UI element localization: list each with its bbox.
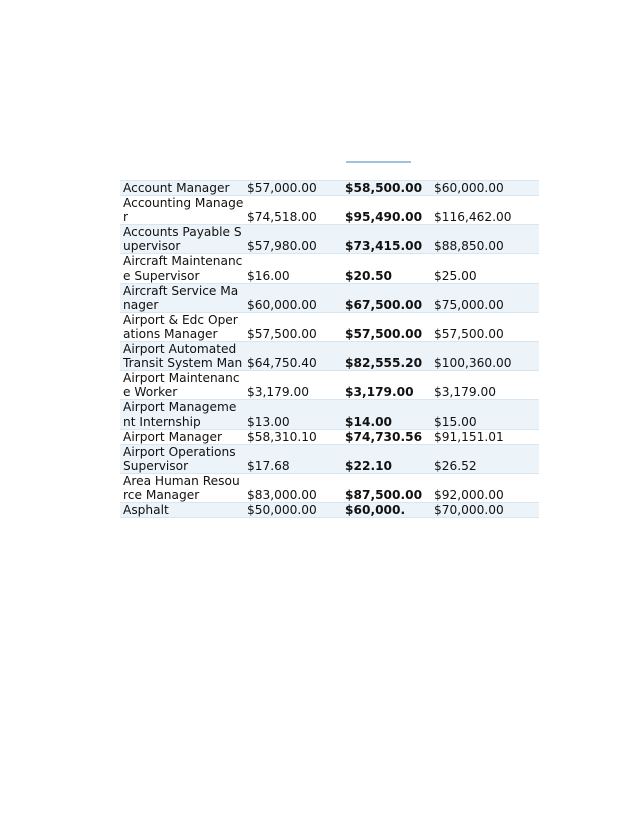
- high-salary-cell: $92,000.00: [431, 473, 539, 502]
- high-salary-cell: $26.52: [431, 444, 539, 473]
- low-salary-cell: $17.68: [244, 444, 342, 473]
- table-row: [120, 444, 539, 473]
- salary-table: [120, 180, 539, 518]
- low-salary-cell: $3,179.00: [244, 371, 342, 400]
- mid-salary-cell: $58,500.00: [342, 181, 431, 196]
- job-title-cell: Asphalt: [120, 503, 244, 518]
- salary-table-body: [120, 181, 539, 518]
- mid-salary-cell: $57,500.00: [342, 312, 431, 341]
- mid-salary-cell: $87,500.00: [342, 473, 431, 502]
- low-salary-cell: $57,500.00: [244, 312, 342, 341]
- high-salary-cell: $25.00: [431, 254, 539, 283]
- high-salary-cell: $88,850.00: [431, 225, 539, 254]
- mid-salary-cell: $20.50: [342, 254, 431, 283]
- low-salary-cell: $58,310.10: [244, 429, 342, 444]
- table-row: [120, 342, 539, 371]
- mid-salary-cell: $74,730.56: [342, 429, 431, 444]
- high-salary-cell: $57,500.00: [431, 312, 539, 341]
- low-salary-cell: $60,000.00: [244, 283, 342, 312]
- mid-salary-cell: $95,490.00: [342, 196, 431, 225]
- mid-salary-cell: $73,415.00: [342, 225, 431, 254]
- header-rule: [346, 161, 411, 163]
- low-salary-cell: $83,000.00: [244, 473, 342, 502]
- low-salary-cell: $57,000.00: [244, 181, 342, 196]
- low-salary-cell: $57,980.00: [244, 225, 342, 254]
- low-salary-cell: $13.00: [244, 400, 342, 429]
- high-salary-cell: $15.00: [431, 400, 539, 429]
- table-row: [120, 312, 539, 341]
- job-title-cell: Airport Manager: [120, 429, 244, 444]
- high-salary-cell: $91,151.01: [431, 429, 539, 444]
- job-title-cell: Airport Management Internship: [120, 400, 244, 429]
- job-title-cell: Area Human Resource Manager: [120, 473, 244, 502]
- job-title-cell: Accounting Manager: [120, 196, 244, 225]
- table-row: [120, 503, 539, 518]
- high-salary-cell: $60,000.00: [431, 181, 539, 196]
- mid-salary-cell: $3,179.00: [342, 371, 431, 400]
- job-title-cell: Airport Maintenance Worker: [120, 371, 244, 400]
- job-title-cell: Airport Operations Supervisor: [120, 444, 244, 473]
- mid-salary-cell: $67,500.00: [342, 283, 431, 312]
- low-salary-cell: $50,000.00: [244, 503, 342, 518]
- table-row: [120, 283, 539, 312]
- mid-salary-cell: $60,000.: [342, 503, 431, 518]
- high-salary-cell: $3,179.00: [431, 371, 539, 400]
- table-row: [120, 225, 539, 254]
- mid-salary-cell: $22.10: [342, 444, 431, 473]
- mid-salary-cell: $82,555.20: [342, 342, 431, 371]
- low-salary-cell: $16.00: [244, 254, 342, 283]
- high-salary-cell: $100,360.00: [431, 342, 539, 371]
- job-title-cell: Airport & Edc Operations Manager: [120, 312, 244, 341]
- job-title-cell: Accounts Payable Supervisor: [120, 225, 244, 254]
- table-row: [120, 196, 539, 225]
- table-row: [120, 371, 539, 400]
- table-row: [120, 254, 539, 283]
- low-salary-cell: $74,518.00: [244, 196, 342, 225]
- table-row: [120, 473, 539, 502]
- job-title-cell: Account Manager: [120, 181, 244, 196]
- high-salary-cell: $75,000.00: [431, 283, 539, 312]
- high-salary-cell: $116,462.00: [431, 196, 539, 225]
- table-row: [120, 429, 539, 444]
- job-title-cell: Aircraft Service Manager: [120, 283, 244, 312]
- job-title-cell: Airport Automated Transit System Man: [120, 342, 244, 371]
- job-title-cell: Aircraft Maintenance Supervisor: [120, 254, 244, 283]
- table-row: [120, 181, 539, 196]
- high-salary-cell: $70,000.00: [431, 503, 539, 518]
- mid-salary-cell: $14.00: [342, 400, 431, 429]
- table-row: [120, 400, 539, 429]
- low-salary-cell: $64,750.40: [244, 342, 342, 371]
